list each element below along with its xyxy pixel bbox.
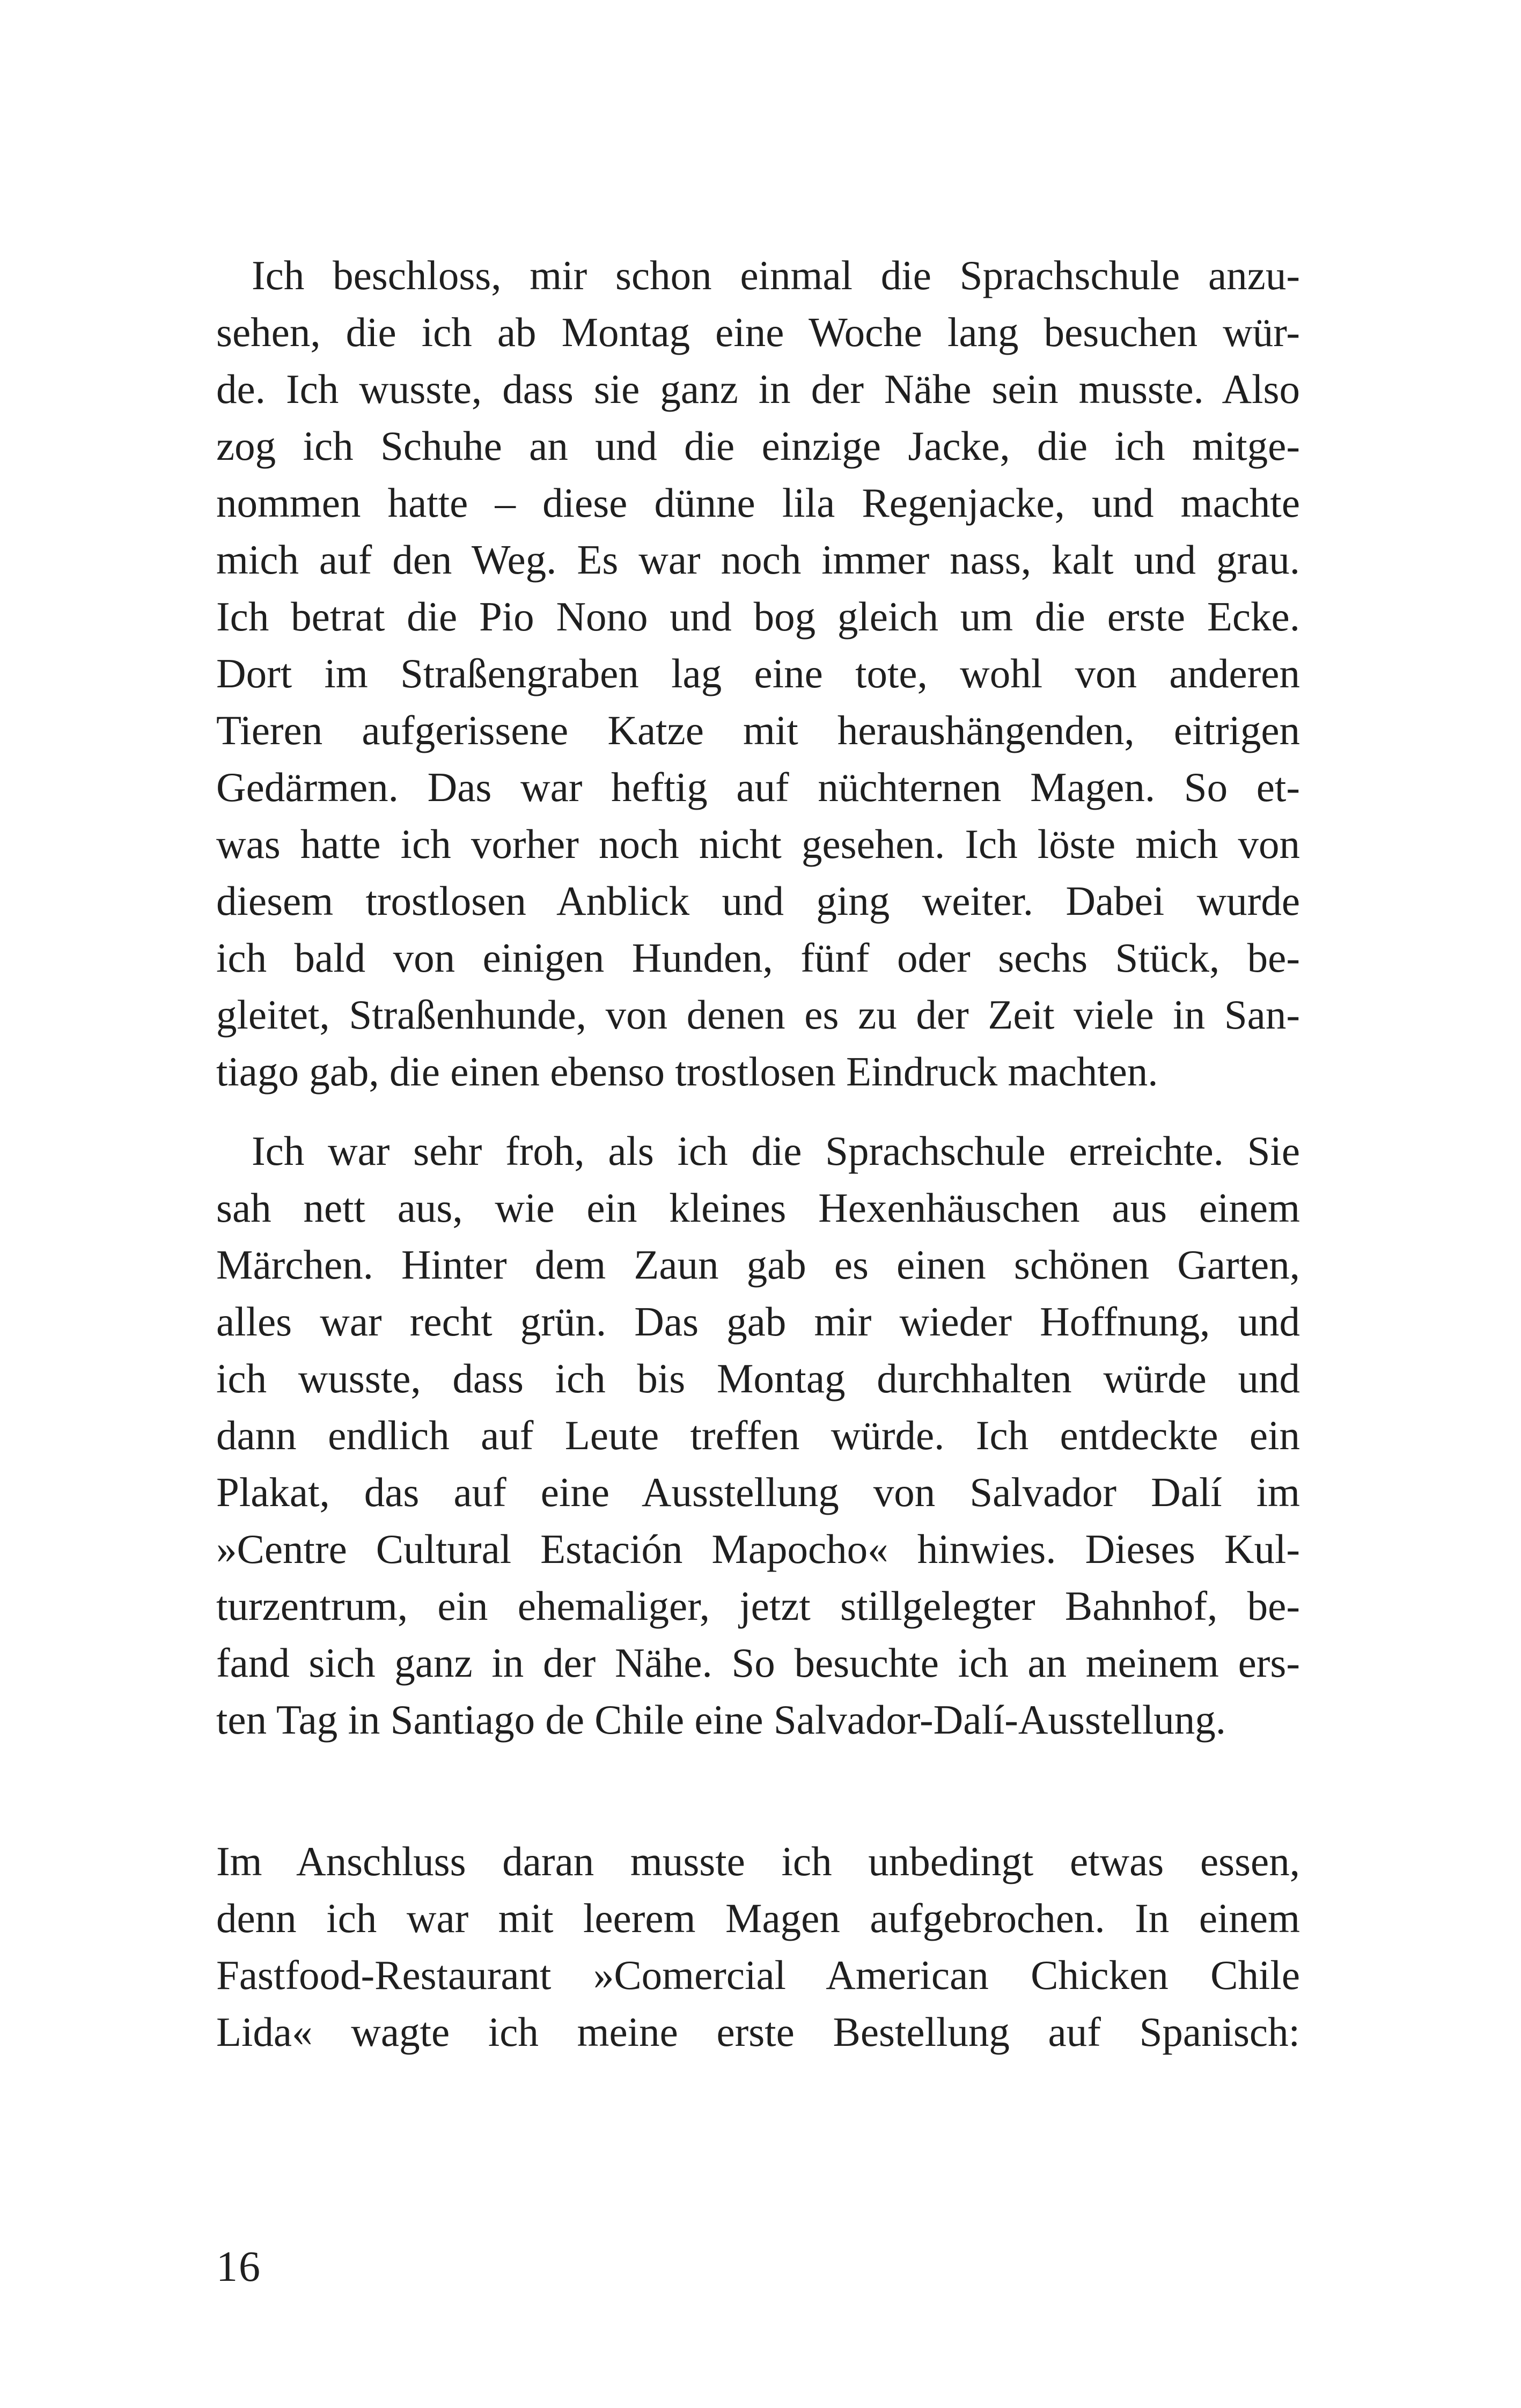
text-line: Ich beschloss, mir schon einmal die Sprachschule anzu- [252,252,1300,298]
text-line: tiago gab, die einen ebenso trostlosen Eindruck machten. [216,1048,1158,1095]
text-line: Fastfood-Restaurant »Comercial American Chicken Chile [216,1952,1300,1998]
text-line: ich bald von einigen Hunden, fünf oder sechs Stück, be- [216,935,1300,981]
text-line: mich auf den Weg. Es war noch immer nass, kalt und grau. [216,537,1300,583]
text-line: Tieren aufgerissene Katze mit heraushängenden, eitrigen [216,707,1300,753]
paragraph-2 [216,1122,1300,1748]
text-line: nommen hatte – diese dünne lila Regenjacke, und machte [216,480,1300,526]
text-line: Plakat, das auf eine Ausstellung von Salvador Dalí im [216,1469,1300,1515]
text-line: ten Tag in Santiago de Chile eine Salvador-Dalí-Ausstellung. [216,1697,1226,1743]
text-line: Im Anschluss daran musste ich unbedingt etwas essen, [216,1838,1300,1884]
text-line: alles war recht grün. Das gab mir wieder Hoffnung, und [216,1298,1300,1345]
text-line: Ich betrat die Pio Nono und bog gleich um die erste Ecke. [216,593,1300,640]
text-line: Dort im Straßengraben lag eine tote, wohl von anderen [216,650,1300,696]
text-line: gleitet, Straßenhunde, von denen es zu der Zeit viele in San- [216,992,1300,1038]
text-line: Märchen. Hinter dem Zaun gab es einen schönen Garten, [216,1242,1300,1288]
text-line: ich wusste, dass ich bis Montag durchhalten würde und [216,1355,1300,1401]
text-line: diesem trostlosen Anblick und ging weiter. Dabei wurde [216,878,1300,924]
text-line: de. Ich wusste, dass sie ganz in der Nähe sein musste. Also [216,366,1300,412]
text-line: »Centre Cultural Estación Mapocho« hinwies. Dieses Kul- [216,1526,1300,1572]
text-line: dann endlich auf Leute treffen würde. Ich entdeckte ein [216,1412,1300,1458]
text-line: Ich war sehr froh, als ich die Sprachschule erreichte. Sie [252,1128,1300,1174]
text-line: sah nett aus, wie ein kleines Hexenhäuschen aus einem [216,1185,1300,1231]
text-line: was hatte ich vorher noch nicht gesehen. Ich löste mich von [216,821,1300,867]
page-number: 16 [216,2243,261,2290]
text-line: zog ich Schuhe an und die einzige Jacke, die ich mitge- [216,423,1300,469]
text-line: turzentrum, ein ehemaliger, jetzt stillgelegter Bahnhof, be- [216,1583,1300,1629]
text-line: fand sich ganz in der Nähe. So besuchte ich an meinem ers- [216,1640,1300,1686]
text-line: Gedärmen. Das war heftig auf nüchternen Magen. So et- [216,764,1300,810]
paragraph-1 [216,247,1300,1100]
paragraph-3 [216,1833,1300,2060]
text-line: denn ich war mit leerem Magen aufgebrochen. In einem [216,1895,1300,1941]
text-line: sehen, die ich ab Montag eine Woche lang besuchen wür- [216,309,1300,355]
text-line: Lida« wagte ich meine erste Bestellung auf Spanisch: [216,2009,1300,2055]
